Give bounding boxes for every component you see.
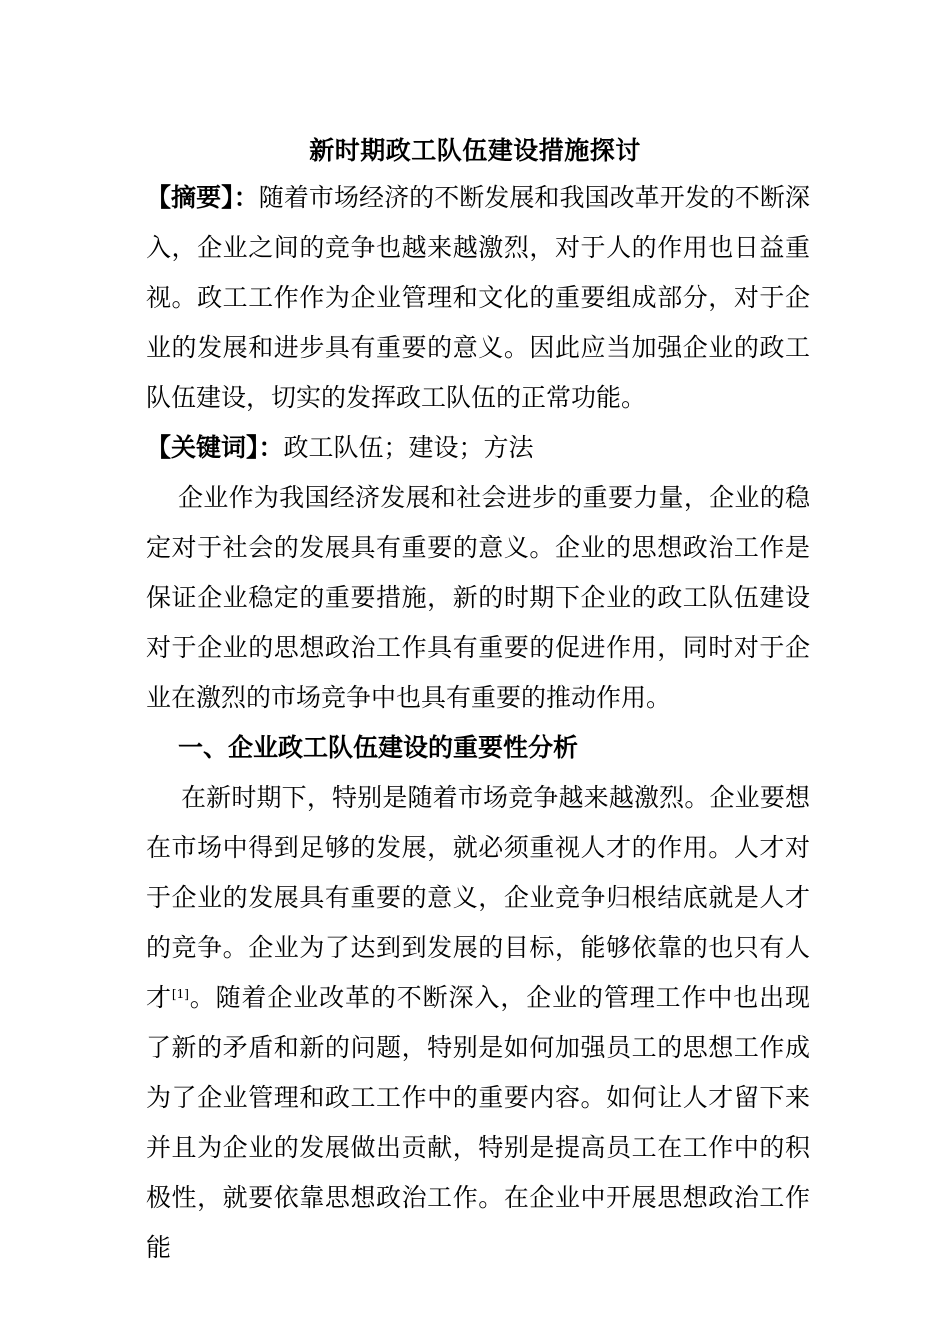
section-paragraph-text-2: 。随着企业改革的不断深入，企业的管理工作中也出现了新的矛盾和新的问题，特别是如何加强员工的思想工作成为了企业管理和政工工作中的重要内容。如何让人才留下来并且为企业的发展做出贡献，特别是提高员工在工作中的积极性，就要依靠思想政治工作。在企业中开展思想政治工作能 [146,983,810,1262]
keywords-colon: ： [258,433,284,462]
keywords-text: 政工队伍；建设；方法 [283,433,534,462]
keywords-label: 【关键词】 [146,433,259,462]
section-heading: 一、企业政工队伍建设的重要性分析 [178,733,579,762]
intro-paragraph: 企业作为我国经济发展和社会进步的重要力量，企业的稳定对于社会的发展具有重要的意义。企业的思想政治工作是保证企业稳定的重要措施，新的时期下企业的政工队伍建设对于企业的思想政治工作具有重要的促进作用，同时对于企业在激烈的市场竞争中也具有重要的推动作用。 [146,483,810,712]
abstract-label: 【摘要】 [146,183,234,212]
abstract-colon: ： [233,183,259,212]
citation-marker: [1] [171,987,189,1001]
document-title: 新时期政工队伍建设措施探讨 [309,136,641,165]
keywords-line [146,423,810,473]
section-paragraph-text-1: 在新时期下，特别是随着市场竞争越来越激烈。企业要想在市场中得到足够的发展，就必须重视人才的作用。人才对于企业的发展具有重要的意义，企业竞争归根结底就是人才的竞争。企业为了达到到发展的目标，能够依靠的也只有人才 [146,783,810,1012]
section-paragraph [146,773,810,1273]
abstract-text: 随着市场经济的不断发展和我国改革开发的不断深入，企业之间的竞争也越来越激烈，对于人的作用也日益重视。政工工作作为企业管理和文化的重要组成部分，对于企业的发展和进步具有重要的意义。因此应当加强企业的政工队伍建设，切实的发挥政工队伍的正常功能。 [146,183,810,412]
abstract-paragraph [146,173,810,423]
